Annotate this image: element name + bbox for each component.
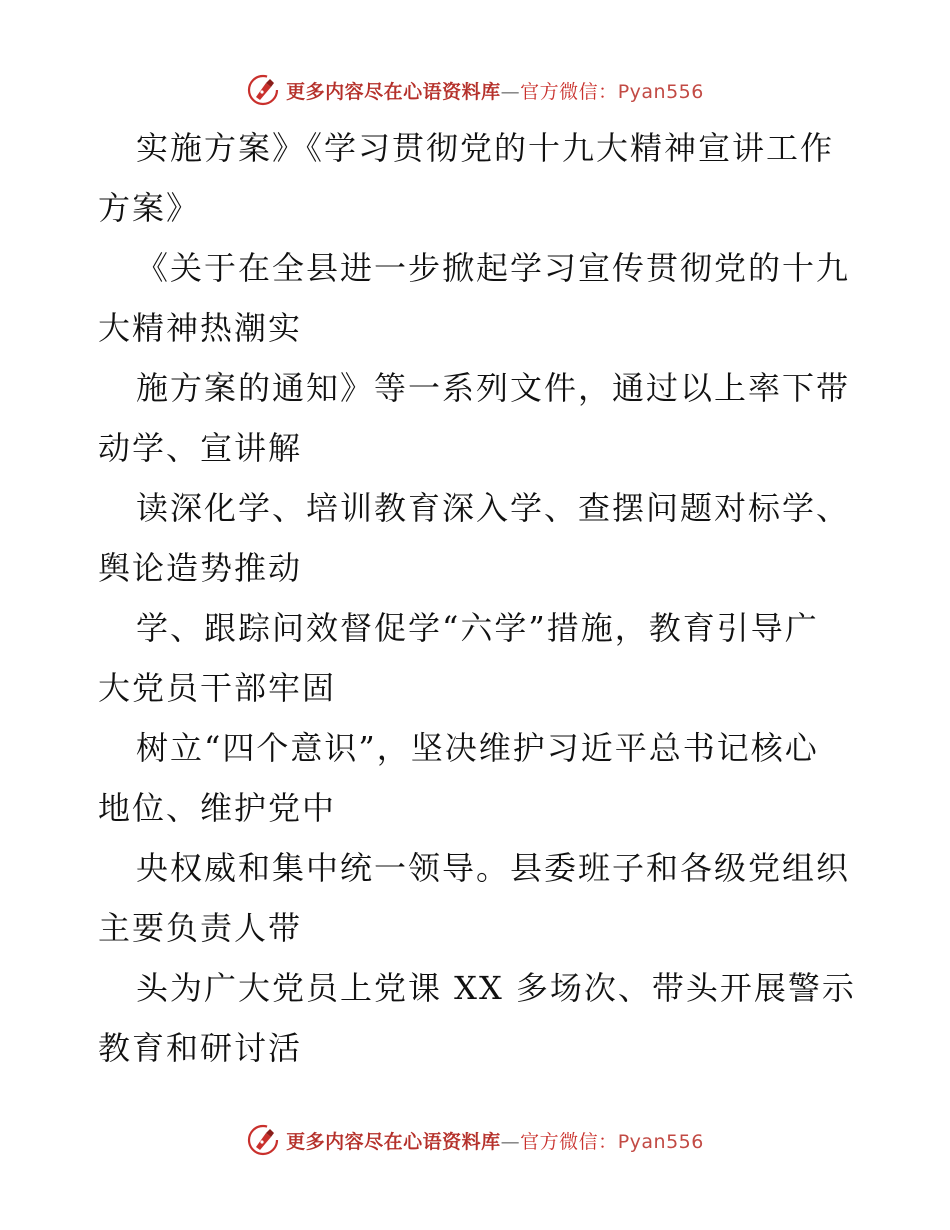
paragraph-first-line: 实施方案》《学习贯彻党的十九大精神宣讲工作 <box>136 129 835 167</box>
paragraph-continuation: 地位、维护党中 <box>98 789 337 827</box>
paragraph <box>98 478 858 598</box>
footer-watermark <box>0 1120 950 1160</box>
watermark-main-text: 更多内容尽在心语资料库 <box>286 1130 501 1153</box>
header-watermark <box>0 70 950 110</box>
paragraph <box>98 958 858 1078</box>
paragraph-continuation: 动学、宣讲解 <box>98 429 303 467</box>
document-body <box>98 118 858 1078</box>
paragraph-continuation: 舆论造势推动 <box>98 549 303 587</box>
watermark-label: 官方微信： <box>520 80 618 103</box>
paragraph <box>98 598 858 718</box>
watermark-label: 官方微信： <box>520 1130 618 1153</box>
paragraph <box>98 838 858 958</box>
paragraph-continuation: 大精神热潮实 <box>98 309 303 347</box>
watermark-handle: Pyan556 <box>617 80 704 103</box>
paragraph-first-line: 央权威和集中统一领导。县委班子和各级党组织 <box>136 849 851 887</box>
paragraph <box>98 118 858 238</box>
paragraph-first-line: 读深化学、培训教育深入学、查摆问题对标学、 <box>136 489 851 527</box>
watermark-text <box>286 1127 704 1154</box>
watermark-separator: — <box>500 80 521 103</box>
paragraph <box>98 358 858 478</box>
watermark-main-text: 更多内容尽在心语资料库 <box>286 80 501 103</box>
paragraph-continuation: 教育和研讨活 <box>98 1029 303 1067</box>
paragraph <box>98 238 858 358</box>
paragraph-continuation: 方案》 <box>98 189 201 227</box>
watermark-text <box>286 77 704 104</box>
pen-nib-logo-icon <box>246 73 280 107</box>
paragraph-first-line: 树立“四个意识”，坚决维护习近平总书记核心 <box>136 729 819 767</box>
paragraph-continuation: 主要负责人带 <box>98 909 303 947</box>
watermark-separator: — <box>500 1130 521 1153</box>
paragraph-first-line: 施方案的通知》等一系列文件，通过以上率下带 <box>136 369 851 407</box>
pen-nib-logo-icon <box>246 1123 280 1157</box>
paragraph-first-line: 头为广大党员上党课 XX 多场次、带头开展警示 <box>136 969 856 1007</box>
watermark-handle: Pyan556 <box>617 1130 704 1153</box>
paragraph-continuation: 大党员干部牢固 <box>98 669 337 707</box>
paragraph-first-line: 《关于在全县进一步掀起学习宣传贯彻党的十九 <box>136 249 851 287</box>
paragraph <box>98 718 858 838</box>
paragraph-first-line: 学、跟踪问效督促学“六学”措施，教育引导广 <box>136 609 819 647</box>
